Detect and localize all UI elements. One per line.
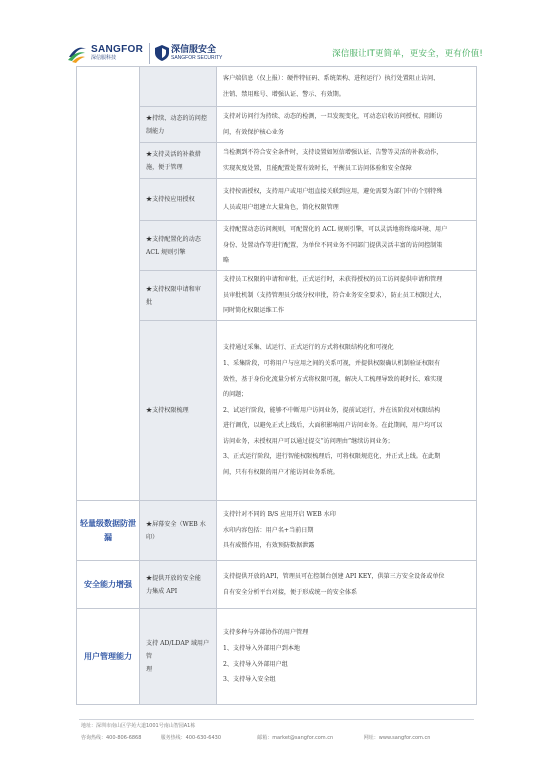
description-line: 3、正式运行阶段，进行智能权限梳理后，可将权限规范化，并正式上线。在此期 [223, 453, 441, 461]
feature-line: ★持续、动态的访问控 [146, 114, 207, 122]
feature-cell [140, 143, 217, 179]
description-line: 2、支持导入外部用户组 [223, 660, 288, 668]
description-line: 自有安全分析平台对接，便于形成统一的安全体系 [223, 588, 358, 596]
description-line: 支持按需授权，支持用户或用户组直接关联到应用，避免需要为部门中的个别特殊 [223, 187, 443, 195]
description-cell [217, 321, 477, 501]
consult-hotline: 咨询热线：400-806-6868 [81, 735, 142, 741]
description-line: 支持员工权限的申请和审批，正式运行时，未获得授权的员工访问提供申请和管理 [223, 276, 443, 284]
feature-line: 力集成 API [146, 587, 178, 595]
description-cell [217, 561, 477, 609]
description-line: 客户端信息（仅上报）：硬件特征码、系统架构、进程运行）执行处置阻止访问、 [223, 74, 440, 82]
feature-line: ★提供开放的安全能 [146, 574, 201, 582]
feature-line: ★屏幕安全（WEB 水印） [146, 520, 206, 541]
description-line: 当检测到不符合安全条件时，支持设置如短信增强认证、告警等灵活的补救动作， [223, 148, 443, 156]
feature-cell [140, 179, 217, 221]
page-header [0, 0, 553, 66]
description-cell [217, 501, 477, 561]
description-line: 进行调优，以避免正式上线后，大面积影响用户访问业务。在此期间，用户均可以 [223, 422, 443, 430]
category-cell: 用户管理能力 [77, 609, 140, 705]
feature-cell [140, 107, 217, 143]
description-line: 1、支持导入外部用户到本地 [223, 644, 301, 652]
description-cell [217, 609, 477, 705]
description-cell [217, 107, 477, 143]
feature-cell [140, 501, 217, 561]
security-brand-name: 深信服安全 [171, 44, 217, 54]
description-line: 支持多种与外部协作的用户管理 [223, 629, 309, 637]
feature-line: ★支持权限申请和审 [146, 285, 201, 293]
security-logo-text [171, 44, 222, 62]
description-line: 支持对访问行为持续、动态的检测，一旦发现变化，可动态启收访问授权、阻断访 [223, 112, 443, 120]
table-row [77, 609, 477, 705]
description-line: 水印内容包括：用户名+当前日期 [223, 526, 314, 534]
description-line: 问，有效保护核心业务 [223, 128, 284, 136]
feature-cell [140, 561, 217, 609]
contact-email: 邮箱：market@sangfor.com.cn [257, 735, 334, 741]
description-line: 支持提供开放的API，管理员可在控制台创建 API KEY，供第三方安全设备或单位 [223, 572, 445, 580]
description-line: 间，只有有权限的用户才能访问业务系统。 [223, 469, 339, 477]
feature-line: 批 [146, 298, 153, 306]
description-line: 支持针对不同的 B/S 应用开启 WEB 水印 [223, 511, 336, 519]
feature-line: ★支持灵活的补救措 [146, 150, 201, 158]
description-line: 效性，基于身份化流量分析方式将权限可视，解决人工梳理导致的耗时长、难实现 [223, 375, 443, 383]
sangfor-logo-icon [66, 42, 88, 64]
feature-line: 施，便于管理 [146, 163, 183, 171]
description-line: 访问业务，未授权用户可以通过提交“访问理由”继续访问业务； [223, 437, 394, 445]
description-line: 员审批机制（支持管理员分级分权审批，符合业务安全要求），防止员工权限过大， [223, 291, 446, 299]
brand-subtitle: 深信服科技 [91, 55, 117, 61]
description-cell [217, 179, 477, 221]
table-row [77, 561, 477, 609]
table-row [77, 501, 477, 561]
footer-address: 地址：深圳市南山区学苑大道1001号南山智园A1栋 [81, 723, 196, 729]
feature-cell [140, 221, 217, 271]
feature-line: 制能力 [146, 127, 165, 135]
description-line: 3、支持导入安全组 [223, 676, 276, 684]
feature-line: 理 [146, 666, 153, 673]
feature-line: ★支持配置化的动态 [146, 235, 201, 243]
feature-line: ACL 规则引擎 [146, 248, 186, 256]
description-line: 的问题； [223, 391, 248, 399]
category-cell: 安全能力增强 [77, 561, 140, 609]
feature-cell [140, 271, 217, 321]
feature-cell [140, 67, 217, 107]
description-line: 人员或用户组建立大量角色，简化权限管理 [223, 203, 339, 211]
description-line: 同时简化权限运维工作 [223, 307, 284, 315]
feature-cell [140, 609, 217, 705]
category-cell: 轻量级数据防泄漏 [77, 501, 140, 561]
feature-line: 支持 AD/LDAP 域用户管 [146, 640, 210, 660]
logo-divider [149, 43, 150, 64]
feature-line: ★支持按应用授权 [146, 196, 195, 203]
shield-icon [155, 45, 169, 61]
footer-divider [79, 719, 474, 720]
feature-line: ★支持权限梳理 [146, 407, 189, 414]
description-line: 支持通过采集、试运行、正式运行的方式将权限结构化和可视化 [223, 344, 394, 352]
feature-table [76, 66, 477, 705]
description-line: 具有威慑作用，有效预防数据泄露 [223, 542, 315, 550]
description-cell [217, 67, 477, 107]
category-cell [77, 67, 140, 501]
description-line: 注销、禁用账号、增强认证、警示、有效期。 [223, 90, 345, 98]
slogan: 深信服让IT更简单，更安全，更有价值! [332, 49, 483, 59]
footer-contacts [81, 734, 430, 741]
brand-name: SANGFOR [91, 44, 144, 55]
feature-cell [140, 321, 217, 501]
description-line: 略 [223, 257, 230, 265]
description-line: 支持配置动态访问规则，可配置化的 ACL 规则引擎，可以灵活地将终端环境、用户 [223, 226, 448, 234]
description-cell [217, 143, 477, 179]
description-line: 身份、处置动作等进行配置，为单位不同业务不同部门提供灵活丰富的访问控制策 [223, 241, 443, 249]
description-cell [217, 271, 477, 321]
description-cell [217, 221, 477, 271]
table-row [77, 67, 477, 107]
description-line: 实现灰度处置，且能配置处置有效时长，平衡员工访问体验和安全保障 [223, 164, 412, 172]
service-hotline: 服务热线：400-630-6430 [160, 735, 222, 741]
security-brand-subtitle: SANGFOR SECURITY [171, 55, 223, 61]
description-line: 1、采集阶段，可将用户与应用之间的关系可视，并提供权限确认机制验证权限有 [223, 359, 441, 367]
website-link: 网址：www.sangfor.com.cn [363, 735, 431, 741]
brand-logo-text [91, 44, 143, 62]
description-line: 2、试运行阶段，能够不中断用户访问业务，提前试运行，并在该阶段对权限结构 [223, 406, 441, 414]
